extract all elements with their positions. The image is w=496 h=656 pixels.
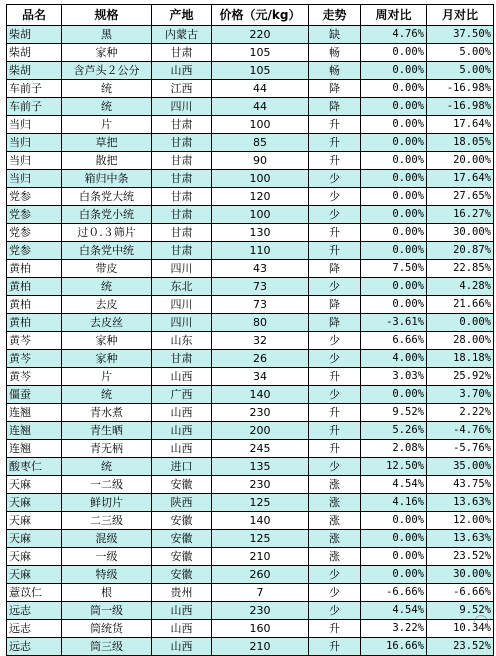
cell-spec: 青水煮 <box>62 404 152 422</box>
cell-trend: 少 <box>309 386 361 404</box>
cell-price: 160 <box>212 620 309 638</box>
table-row <box>7 278 494 296</box>
cell-spec: 青无柄 <box>62 440 152 458</box>
cell-month-change: 0.00% <box>427 314 494 332</box>
table-row <box>7 314 494 332</box>
cell-spec: 去皮 <box>62 296 152 314</box>
cell-spec: 统 <box>62 458 152 476</box>
cell-price: 26 <box>212 350 309 368</box>
table-row <box>7 512 494 530</box>
cell-price: 80 <box>212 314 309 332</box>
cell-price: 90 <box>212 152 309 170</box>
cell-price: 230 <box>212 476 309 494</box>
cell-origin: 甘肃 <box>152 206 212 224</box>
cell-week-change: 4.76% <box>361 26 427 44</box>
cell-name: 柴胡 <box>7 62 62 80</box>
cell-origin: 山西 <box>152 422 212 440</box>
cell-month-change: 13.63% <box>427 494 494 512</box>
cell-week-change: 2.08% <box>361 440 427 458</box>
cell-name: 远志 <box>7 620 62 638</box>
table-row <box>7 98 494 116</box>
cell-spec: 片 <box>62 368 152 386</box>
cell-month-change: 4.28% <box>427 278 494 296</box>
header-cell-week-change: 周对比 <box>361 5 427 26</box>
cell-week-change: 0.00% <box>361 206 427 224</box>
cell-price: 125 <box>212 530 309 548</box>
cell-spec: 箱归中条 <box>62 170 152 188</box>
cell-price: 34 <box>212 368 309 386</box>
cell-name: 天麻 <box>7 530 62 548</box>
cell-trend: 少 <box>309 458 361 476</box>
table-row <box>7 152 494 170</box>
cell-spec: 特级 <box>62 566 152 584</box>
cell-week-change: 5.26% <box>361 422 427 440</box>
cell-spec: 家种 <box>62 44 152 62</box>
cell-name: 连翘 <box>7 404 62 422</box>
cell-month-change: -16.98% <box>427 98 494 116</box>
cell-week-change: 4.00% <box>361 350 427 368</box>
table-row <box>7 422 494 440</box>
cell-week-change: 0.00% <box>361 566 427 584</box>
cell-price: 105 <box>212 44 309 62</box>
cell-trend: 升 <box>309 422 361 440</box>
cell-month-change: 17.64% <box>427 116 494 134</box>
cell-week-change: 4.54% <box>361 476 427 494</box>
price-table <box>6 4 494 656</box>
cell-name: 党参 <box>7 206 62 224</box>
table-row <box>7 224 494 242</box>
cell-price: 100 <box>212 206 309 224</box>
cell-name: 党参 <box>7 242 62 260</box>
table-row <box>7 368 494 386</box>
cell-price: 140 <box>212 386 309 404</box>
cell-origin: 四川 <box>152 314 212 332</box>
cell-week-change: -6.66% <box>361 584 427 602</box>
cell-week-change: 0.00% <box>361 152 427 170</box>
header-cell-month-change: 月对比 <box>427 5 494 26</box>
cell-origin: 陕西 <box>152 494 212 512</box>
table-row <box>7 494 494 512</box>
cell-origin: 内蒙古 <box>152 26 212 44</box>
cell-origin: 甘肃 <box>152 350 212 368</box>
cell-week-change: 0.00% <box>361 548 427 566</box>
cell-spec: 一二级 <box>62 476 152 494</box>
cell-month-change: 13.63% <box>427 530 494 548</box>
table-row <box>7 602 494 620</box>
cell-price: 230 <box>212 404 309 422</box>
cell-price: 85 <box>212 134 309 152</box>
cell-month-change: 27.65% <box>427 188 494 206</box>
cell-name: 酸枣仁 <box>7 458 62 476</box>
cell-origin: 山西 <box>152 440 212 458</box>
cell-price: 135 <box>212 458 309 476</box>
cell-month-change: -5.76% <box>427 440 494 458</box>
cell-week-change: 0.00% <box>361 530 427 548</box>
cell-origin: 甘肃 <box>152 44 212 62</box>
table-row <box>7 44 494 62</box>
cell-origin: 广西 <box>152 386 212 404</box>
cell-week-change: 0.00% <box>361 170 427 188</box>
cell-price: 32 <box>212 332 309 350</box>
cell-spec: 片 <box>62 116 152 134</box>
cell-spec: 统 <box>62 80 152 98</box>
cell-trend: 涨 <box>309 512 361 530</box>
cell-trend: 升 <box>309 638 361 656</box>
cell-month-change: 16.27% <box>427 206 494 224</box>
cell-trend: 少 <box>309 170 361 188</box>
table-row <box>7 80 494 98</box>
cell-price: 130 <box>212 224 309 242</box>
table-row <box>7 206 494 224</box>
cell-week-change: 12.50% <box>361 458 427 476</box>
cell-name: 黄芩 <box>7 368 62 386</box>
cell-origin: 甘肃 <box>152 224 212 242</box>
cell-week-change: 0.00% <box>361 134 427 152</box>
cell-spec: 家种 <box>62 350 152 368</box>
cell-name: 当归 <box>7 152 62 170</box>
cell-name: 车前子 <box>7 80 62 98</box>
cell-name: 天麻 <box>7 494 62 512</box>
cell-name: 当归 <box>7 170 62 188</box>
table-row <box>7 116 494 134</box>
cell-trend: 畅 <box>309 62 361 80</box>
cell-trend: 降 <box>309 296 361 314</box>
cell-trend: 畅 <box>309 44 361 62</box>
cell-name: 黄柏 <box>7 278 62 296</box>
cell-week-change: 0.00% <box>361 188 427 206</box>
cell-name: 天麻 <box>7 548 62 566</box>
cell-price: 105 <box>212 62 309 80</box>
cell-name: 天麻 <box>7 512 62 530</box>
cell-name: 党参 <box>7 224 62 242</box>
cell-week-change: 0.00% <box>361 296 427 314</box>
cell-spec: 带皮 <box>62 260 152 278</box>
table-header-row <box>7 5 494 26</box>
cell-month-change: 10.34% <box>427 620 494 638</box>
table-row <box>7 386 494 404</box>
table-row <box>7 134 494 152</box>
cell-month-change: 30.00% <box>427 224 494 242</box>
table-row <box>7 404 494 422</box>
cell-spec: 统 <box>62 98 152 116</box>
cell-trend: 缺 <box>309 26 361 44</box>
table-row <box>7 62 494 80</box>
cell-name: 远志 <box>7 602 62 620</box>
cell-week-change: 0.00% <box>361 278 427 296</box>
header-cell-price: 价格（元/kg） <box>212 5 309 26</box>
cell-week-change: 3.03% <box>361 368 427 386</box>
table-row <box>7 350 494 368</box>
cell-trend: 少 <box>309 278 361 296</box>
cell-spec: 统 <box>62 278 152 296</box>
cell-month-change: 30.00% <box>427 566 494 584</box>
cell-price: 100 <box>212 170 309 188</box>
cell-price: 7 <box>212 584 309 602</box>
cell-origin: 山西 <box>152 638 212 656</box>
cell-name: 当归 <box>7 134 62 152</box>
cell-name: 黄柏 <box>7 260 62 278</box>
cell-week-change: -3.61% <box>361 314 427 332</box>
cell-spec: 草把 <box>62 134 152 152</box>
cell-price: 260 <box>212 566 309 584</box>
table-row <box>7 440 494 458</box>
cell-week-change: 0.00% <box>361 116 427 134</box>
table-row <box>7 242 494 260</box>
cell-trend: 升 <box>309 134 361 152</box>
cell-price: 43 <box>212 260 309 278</box>
cell-origin: 山西 <box>152 404 212 422</box>
table-row <box>7 566 494 584</box>
cell-trend: 升 <box>309 224 361 242</box>
header-cell-trend: 走势 <box>309 5 361 26</box>
cell-origin: 贵州 <box>152 584 212 602</box>
cell-month-change: 5.00% <box>427 44 494 62</box>
cell-week-change: 0.00% <box>361 512 427 530</box>
cell-price: 230 <box>212 602 309 620</box>
cell-month-change: 18.18% <box>427 350 494 368</box>
cell-origin: 甘肃 <box>152 152 212 170</box>
cell-price: 44 <box>212 98 309 116</box>
cell-spec: 筒统货 <box>62 620 152 638</box>
cell-name: 黄芩 <box>7 350 62 368</box>
cell-name: 柴胡 <box>7 26 62 44</box>
cell-month-change: -6.66% <box>427 584 494 602</box>
cell-origin: 进口 <box>152 458 212 476</box>
cell-price: 73 <box>212 278 309 296</box>
cell-week-change: 3.22% <box>361 620 427 638</box>
cell-spec: 根 <box>62 584 152 602</box>
cell-origin: 安徽 <box>152 566 212 584</box>
cell-origin: 山西 <box>152 602 212 620</box>
cell-spec: 白条党大统 <box>62 188 152 206</box>
cell-price: 110 <box>212 242 309 260</box>
cell-name: 柴胡 <box>7 44 62 62</box>
cell-week-change: 4.54% <box>361 602 427 620</box>
cell-trend: 升 <box>309 152 361 170</box>
cell-week-change: 0.00% <box>361 44 427 62</box>
table-row <box>7 296 494 314</box>
cell-trend: 少 <box>309 584 361 602</box>
cell-name: 黄柏 <box>7 314 62 332</box>
cell-month-change: -16.98% <box>427 80 494 98</box>
cell-month-change: 9.52% <box>427 602 494 620</box>
cell-trend: 升 <box>309 620 361 638</box>
cell-trend: 少 <box>309 566 361 584</box>
cell-price: 200 <box>212 422 309 440</box>
cell-week-change: 0.00% <box>361 386 427 404</box>
cell-month-change: 35.00% <box>427 458 494 476</box>
cell-trend: 少 <box>309 602 361 620</box>
cell-spec: 二三级 <box>62 512 152 530</box>
table-row <box>7 638 494 656</box>
cell-name: 远志 <box>7 638 62 656</box>
table-row <box>7 26 494 44</box>
cell-trend: 涨 <box>309 494 361 512</box>
cell-price: 44 <box>212 80 309 98</box>
cell-price: 140 <box>212 512 309 530</box>
cell-spec: 筒一级 <box>62 602 152 620</box>
cell-spec: 黑 <box>62 26 152 44</box>
cell-name: 当归 <box>7 116 62 134</box>
cell-spec: 一级 <box>62 548 152 566</box>
cell-month-change: 37.50% <box>427 26 494 44</box>
table-row <box>7 476 494 494</box>
cell-trend: 涨 <box>309 548 361 566</box>
cell-week-change: 0.00% <box>361 242 427 260</box>
cell-spec: 家种 <box>62 332 152 350</box>
cell-price: 245 <box>212 440 309 458</box>
cell-origin: 甘肃 <box>152 170 212 188</box>
cell-name: 连翘 <box>7 422 62 440</box>
cell-month-change: 23.52% <box>427 638 494 656</box>
cell-price: 220 <box>212 26 309 44</box>
cell-week-change: 6.66% <box>361 332 427 350</box>
cell-origin: 甘肃 <box>152 188 212 206</box>
cell-name: 僵蚕 <box>7 386 62 404</box>
cell-trend: 升 <box>309 368 361 386</box>
cell-trend: 少 <box>309 332 361 350</box>
cell-origin: 山西 <box>152 620 212 638</box>
header-cell-name: 品名 <box>7 5 62 26</box>
cell-trend: 降 <box>309 98 361 116</box>
table-row <box>7 170 494 188</box>
header-cell-spec: 规格 <box>62 5 152 26</box>
cell-name: 连翘 <box>7 440 62 458</box>
cell-origin: 东北 <box>152 278 212 296</box>
cell-spec: 混级 <box>62 530 152 548</box>
cell-month-change: 17.64% <box>427 170 494 188</box>
cell-origin: 山西 <box>152 368 212 386</box>
cell-spec: 过０.３筛片 <box>62 224 152 242</box>
cell-month-change: 20.00% <box>427 152 494 170</box>
cell-name: 车前子 <box>7 98 62 116</box>
cell-origin: 四川 <box>152 98 212 116</box>
cell-month-change: 22.85% <box>427 260 494 278</box>
cell-week-change: 0.00% <box>361 80 427 98</box>
cell-price: 210 <box>212 638 309 656</box>
cell-origin: 安徽 <box>152 530 212 548</box>
cell-week-change: 7.50% <box>361 260 427 278</box>
cell-trend: 升 <box>309 116 361 134</box>
cell-origin: 甘肃 <box>152 134 212 152</box>
table-row <box>7 332 494 350</box>
cell-trend: 降 <box>309 80 361 98</box>
header-cell-origin: 产地 <box>152 5 212 26</box>
cell-week-change: 0.00% <box>361 62 427 80</box>
cell-trend: 降 <box>309 260 361 278</box>
cell-month-change: -4.76% <box>427 422 494 440</box>
cell-month-change: 25.92% <box>427 368 494 386</box>
cell-week-change: 0.00% <box>361 98 427 116</box>
cell-origin: 四川 <box>152 296 212 314</box>
cell-trend: 升 <box>309 440 361 458</box>
cell-week-change: 9.52% <box>361 404 427 422</box>
cell-week-change: 4.16% <box>361 494 427 512</box>
cell-trend: 少 <box>309 188 361 206</box>
cell-price: 73 <box>212 296 309 314</box>
table-row <box>7 458 494 476</box>
cell-trend: 降 <box>309 314 361 332</box>
cell-spec: 散把 <box>62 152 152 170</box>
cell-trend: 涨 <box>309 476 361 494</box>
cell-month-change: 18.05% <box>427 134 494 152</box>
cell-origin: 安徽 <box>152 476 212 494</box>
cell-trend: 少 <box>309 206 361 224</box>
cell-month-change: 21.66% <box>427 296 494 314</box>
cell-name: 薏苡仁 <box>7 584 62 602</box>
cell-trend: 升 <box>309 242 361 260</box>
cell-origin: 山东 <box>152 332 212 350</box>
cell-origin: 安徽 <box>152 512 212 530</box>
cell-month-change: 5.00% <box>427 62 494 80</box>
cell-origin: 四川 <box>152 260 212 278</box>
table-row <box>7 188 494 206</box>
cell-month-change: 28.00% <box>427 332 494 350</box>
cell-month-change: 20.87% <box>427 242 494 260</box>
cell-origin: 安徽 <box>152 548 212 566</box>
cell-origin: 江西 <box>152 80 212 98</box>
cell-spec: 去皮丝 <box>62 314 152 332</box>
cell-name: 天麻 <box>7 476 62 494</box>
cell-spec: 白条党中统 <box>62 242 152 260</box>
cell-spec: 青生晒 <box>62 422 152 440</box>
cell-month-change: 2.22% <box>427 404 494 422</box>
cell-trend: 少 <box>309 350 361 368</box>
cell-origin: 山西 <box>152 62 212 80</box>
cell-trend: 涨 <box>309 530 361 548</box>
cell-spec: 鲜切片 <box>62 494 152 512</box>
cell-name: 黄芩 <box>7 332 62 350</box>
cell-price: 100 <box>212 116 309 134</box>
table-row <box>7 530 494 548</box>
cell-spec: 含芦头２公分 <box>62 62 152 80</box>
cell-month-change: 23.52% <box>427 548 494 566</box>
cell-month-change: 12.00% <box>427 512 494 530</box>
cell-spec: 统 <box>62 386 152 404</box>
table-row <box>7 260 494 278</box>
cell-spec: 筒三级 <box>62 638 152 656</box>
cell-week-change: 0.00% <box>361 224 427 242</box>
table-body <box>7 26 494 656</box>
cell-name: 黄柏 <box>7 296 62 314</box>
cell-price: 125 <box>212 494 309 512</box>
table-row <box>7 584 494 602</box>
cell-price: 120 <box>212 188 309 206</box>
cell-origin: 甘肃 <box>152 116 212 134</box>
table-row <box>7 548 494 566</box>
cell-month-change: 3.70% <box>427 386 494 404</box>
cell-month-change: 43.75% <box>427 476 494 494</box>
cell-price: 210 <box>212 548 309 566</box>
cell-week-change: 16.66% <box>361 638 427 656</box>
cell-trend: 升 <box>309 404 361 422</box>
cell-origin: 甘肃 <box>152 242 212 260</box>
cell-spec: 白条党小统 <box>62 206 152 224</box>
cell-name: 党参 <box>7 188 62 206</box>
cell-name: 天麻 <box>7 566 62 584</box>
